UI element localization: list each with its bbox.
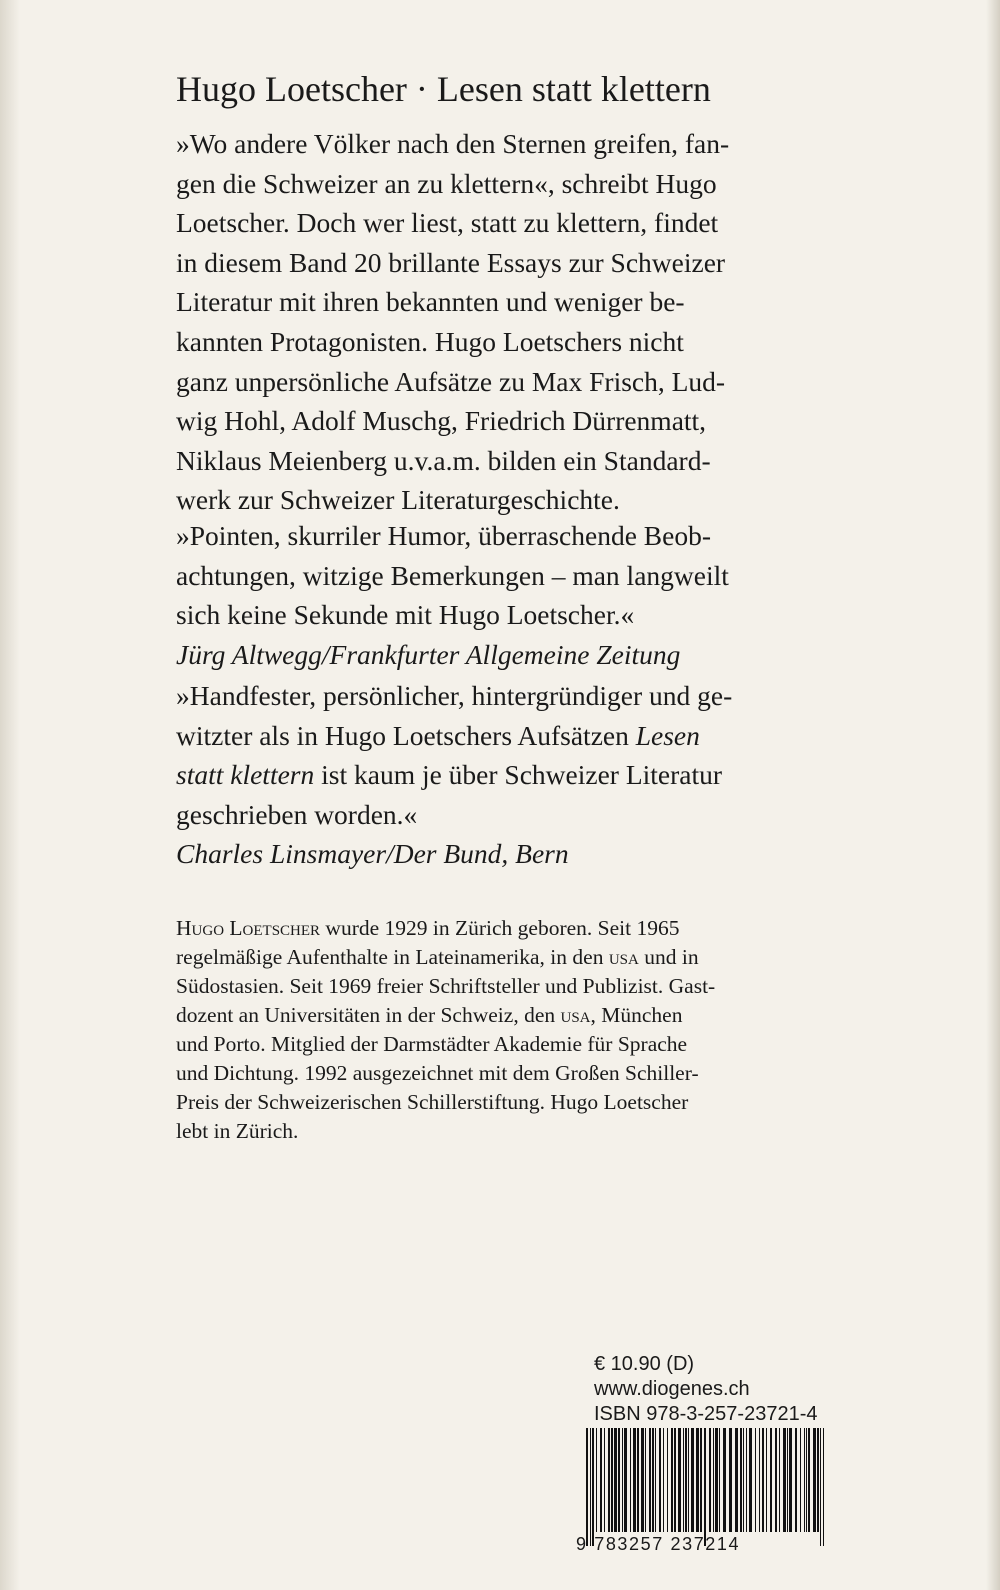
barcode-bar (740, 1428, 742, 1532)
barcode-bar (704, 1428, 706, 1546)
quote-line: achtungen, witzige Bemerkungen – man langweilt (176, 559, 729, 591)
blurb-line: Loetscher. Doch wer liest, statt zu klettern, findet (176, 207, 719, 239)
barcode-bar (600, 1428, 602, 1532)
bio-abbrev: usa (608, 945, 639, 969)
blurb-line: gen die Schweizer an zu klettern«, schreibt Hugo (176, 167, 717, 199)
website: www.diogenes.ch (594, 1378, 750, 1400)
review-quote-altwegg (176, 516, 826, 674)
barcode-bar (671, 1428, 673, 1532)
barcode-bar (735, 1428, 738, 1532)
barcode-bar (674, 1428, 676, 1532)
publisher-info (594, 1352, 824, 1427)
quote-attribution: Jürg Altwegg/Frankfurter Allgemeine Zeitung (176, 638, 681, 670)
blurb-line: »Wo andere Völker nach den Sternen greifen, fan- (176, 128, 730, 159)
barcode-bar (685, 1428, 687, 1532)
bio-line: Preis der Schweizerischen Schillerstiftung. Hugo Loetscher (176, 1090, 689, 1114)
barcode-bar (590, 1428, 591, 1546)
blurb-line: ganz unpersönliche Aufsätze zu Max Frisch, Lud- (176, 365, 726, 397)
quote-attribution: Charles Linsmayer/Der Bund, Bern (176, 838, 569, 870)
barcode-bar (696, 1428, 699, 1532)
barcode-bar (779, 1428, 780, 1532)
barcode-bar (817, 1428, 819, 1532)
barcode-bar (596, 1428, 597, 1532)
barcode-bar (770, 1428, 772, 1532)
blurb-line: kannten Protagonisten. Hugo Loetschers nicht (176, 325, 684, 357)
barcode-bar (775, 1428, 777, 1532)
barcode-bar (762, 1428, 764, 1532)
barcode-bar (624, 1428, 627, 1532)
barcode-bar (800, 1428, 801, 1532)
barcode-bar (787, 1428, 788, 1532)
barcode-bar (683, 1428, 684, 1532)
barcode-bar (700, 1428, 702, 1532)
barcode-bar (715, 1428, 718, 1532)
quote-line: »Handfester, persönlicher, hintergründiger und ge- (176, 680, 733, 711)
bio-line: dozent an Universitäten in der Schweiz, den (176, 1003, 561, 1027)
blurb-line: in diesem Band 20 brillante Essays zur Schweizer (176, 246, 726, 278)
barcode-bar (746, 1428, 747, 1532)
barcode-bar (729, 1428, 732, 1532)
quote-book-title: statt klettern (176, 759, 315, 791)
barcode-bar (813, 1428, 816, 1532)
quote-line: »Pointen, skurriler Humor, überraschende Beob- (176, 520, 712, 551)
barcode-bar (823, 1428, 824, 1546)
barcode-bar (604, 1428, 605, 1532)
barcode-bar (789, 1428, 792, 1532)
barcode-bar (678, 1428, 681, 1532)
author-bio (176, 914, 824, 1146)
blurb-paragraph (176, 124, 826, 520)
barcode-bar (743, 1428, 744, 1532)
review-quote-linsmayer (176, 676, 826, 874)
quote-book-title: Lesen (635, 719, 700, 751)
barcode-bar (659, 1428, 661, 1532)
barcode-bar (611, 1428, 613, 1532)
barcode-bar (655, 1428, 656, 1532)
barcode-bar (691, 1428, 694, 1532)
barcode-bar (806, 1428, 807, 1532)
barcode-bar (637, 1428, 639, 1532)
barcode-bar (608, 1428, 610, 1532)
bio-line: , München (590, 1003, 683, 1027)
barcode-bar (795, 1428, 797, 1532)
barcode-bar (713, 1428, 714, 1532)
isbn: ISBN 978-3-257-23721-4 (594, 1403, 818, 1425)
price: € 10.90 (D) (594, 1353, 695, 1375)
bio-abbrev: usa (560, 1003, 591, 1027)
barcode-bar (723, 1428, 726, 1532)
quote-line: ist kaum je über Schweizer Literatur (314, 759, 723, 791)
spine-shadow (0, 0, 20, 1590)
book-title: Hugo Loetscher · Lesen statt klettern (176, 69, 711, 109)
barcode-bar (618, 1428, 620, 1532)
bio-line: und in (638, 945, 699, 969)
quote-line: sich keine Sekunde mit Hugo Loetscher.« (176, 599, 635, 631)
barcode-bar (804, 1428, 805, 1532)
barcode-bar (614, 1428, 617, 1532)
bio-line: und Porto. Mitglied der Darmstädter Akademie für Sprache (176, 1032, 688, 1056)
barcode-bar (649, 1428, 651, 1532)
barcode-bar (641, 1428, 644, 1532)
bio-line: und Dichtung. 1992 ausgezeichnet mit dem Großen Schiller- (176, 1061, 699, 1085)
barcode-bar (783, 1428, 786, 1532)
barcode-bar (633, 1428, 636, 1532)
barcode-bar (808, 1428, 810, 1532)
blurb-line: Niklaus Meienberg u.v.a.m. bilden ein Standard- (176, 444, 711, 476)
barcode-bar (709, 1428, 711, 1532)
quote-line: witzter als in Hugo Loetschers Aufsätzen (176, 719, 636, 751)
blurb-line: wig Hohl, Adolf Muschg, Friedrich Dürrenmatt, (176, 405, 707, 437)
barcode-bar (630, 1428, 631, 1532)
bio-line: regelmäßige Aufenthalte in Lateinamerika, in den (176, 945, 609, 969)
barcode-bar (820, 1428, 821, 1546)
blurb-line: werk zur Schweizer Literaturgeschichte. (176, 484, 620, 516)
barcode-bar (766, 1428, 767, 1532)
author-name: Hugo Loetscher (176, 916, 321, 940)
barcode-bar (622, 1428, 623, 1532)
page-edge-shadow (986, 0, 1000, 1590)
barcode-bar (749, 1428, 752, 1532)
barcode-bar (645, 1428, 646, 1532)
barcode-bar (667, 1428, 668, 1532)
barcode-bar (592, 1428, 594, 1546)
bio-line: Südostasien. Seit 1969 freier Schriftsteller und Publizist. Gast- (176, 974, 716, 998)
barcode-bar (663, 1428, 664, 1532)
blurb-line: Literatur mit ihren bekannten und weniger be- (176, 286, 685, 318)
barcode-bar (652, 1428, 654, 1532)
quote-line: geschrieben worden.« (176, 798, 418, 830)
barcode-digits: 9 783257 237214 (576, 1534, 741, 1554)
barcode-bar (688, 1428, 689, 1532)
bio-line: lebt in Zürich. (176, 1119, 299, 1143)
barcode-bar (719, 1428, 720, 1532)
barcode-bar (586, 1428, 588, 1546)
barcode-bar (755, 1428, 756, 1532)
bio-line: wurde 1929 in Zürich geboren. Seit 1965 (320, 916, 680, 940)
barcode-bar (759, 1428, 760, 1532)
